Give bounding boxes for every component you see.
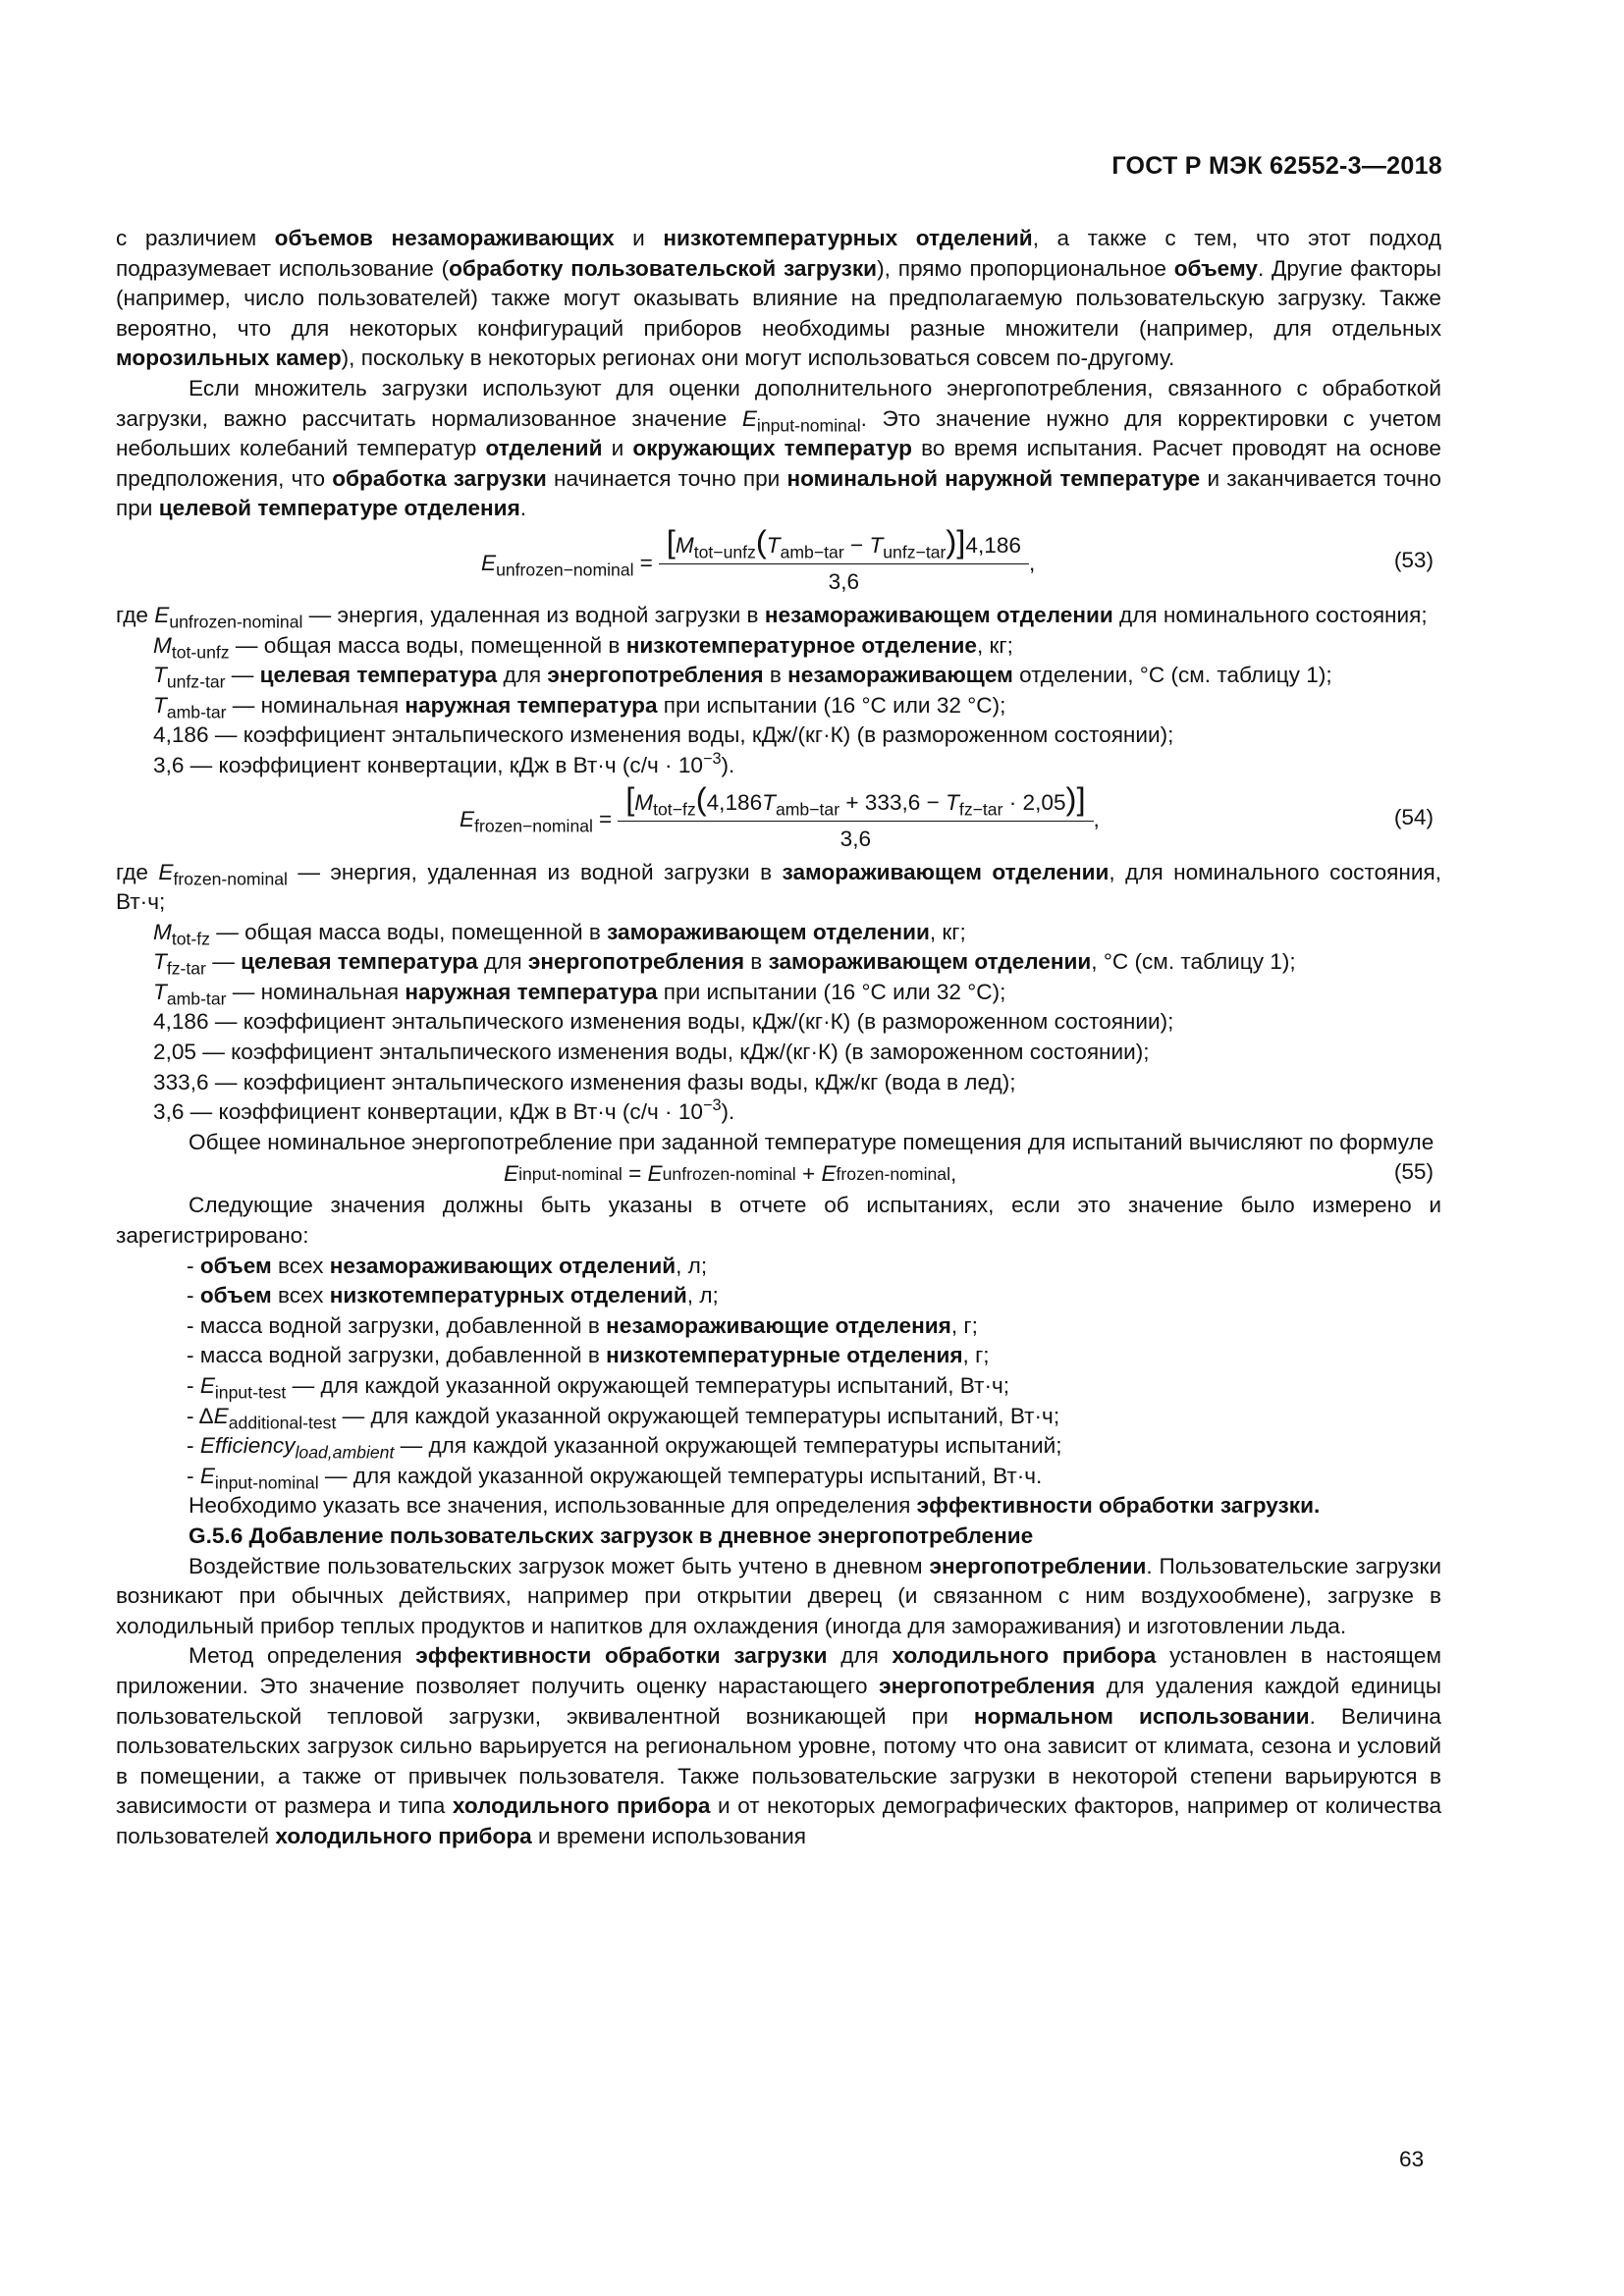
paragraph-1: с различием объемов незамораживающих и низкотемпературных отделений, а также с тем, что этот подход подразумевает использование (обработку пользовательской загрузки), прямо пропорциональное объему. Другие факторы (например, число пользователей) также могут оказывать влияние на предполагаемую пользовательскую загрузку. Также вероятно, что для некоторых конфигураций приборов необходимы разные множители (например, для отдельных морозильных камер), поскольку в некоторых регионах они могут использоваться совсем по-другому. [116,226,1441,371]
list-item: - объем всех низкотемпературных отделений, л; [187,1283,719,1308]
paragraph-7: Метод определения эффективности обработки загрузки для холодильного прибора установлен в настоящем приложении. Это значение позволяет получить оценку нарастающего энергопотребления для удаления каждой единицы пользовательской тепловой загрузки, эквивалентной возникающей при нормальном использовании. Величина пользовательских загрузок сильно варьируется на региональном уровне, потому что она зависит от климата, сезона и условий в помещении, а также от привычек пользователя. Также пользовательские загрузки в некоторой степени варьируются в зависимости от размера и типа холодильного прибора и от некоторых демографических факторов, например от количества пользователей холодильного прибора и времени использования [116,1643,1442,1848]
formula-53: $E_{unfrozen-nominal}$ = $\frac{[M_{tot-unfz}(T_{amb-tar} - T_{unfz-tar})]4,186}{3,6}$ , (53) [116,532,1441,595]
list-item: - объем всех незамораживающих отделений, л; [187,1253,708,1278]
report-list [116,1252,1441,1492]
where-53: где $E_{unfrozen-nominal}$ — энергия, удаленная из водной загрузки в незамораживающем отделении для номинального состояния; $M_{tot-unfz}$ — общая масса воды, помещенной в низкотемпературное отделение, кг; $T_{unfz-tar}$ — целевая температура для энергопотребления в незамораживающем отделении, °С (см. таблицу 1); $T_{amb-tar}$ — номинальная наружная температура при испытании (16 °С или 32 °С); 4,186 — коэффициент энтальпического изменения воды, кДж/(кг·К) (в размороженном состоянии); 3,6 — коэффициент конвертации, кДж в Вт·ч $(с/ч \cdot 10^{-3})$. [116,602,1428,777]
list-item: - $E_{input-nominal}$ — для каждой указанной окружающей температуры испытаний, Вт·ч. [187,1463,1043,1493]
paragraph-3: Общее номинальное энергопотребление при заданной температуре помещения для испытаний вычисляют по формуле [189,1129,1435,1154]
formula-54: $E_{frozen-nominal}$ = $\frac{[M_{tot-fz}(4,186T_{amb-tar} + 333,6 - T_{fz-tar} \cdot 2,05)]}{3,6}$ , (54) [116,789,1441,852]
paragraph-4: Следующие значения должны быть указаны в отчете об испытаниях, если это значение было измерено и зарегистрировано: [116,1193,1441,1249]
paragraph-2: Если множитель загрузки используют для оценки дополнительного энергопотребления, связанного с обработкой загрузки, важно рассчитать нормализованное значение $E_{input-nominal}$. Это значение нужно для корректировки с учетом небольших колебаний температур отделений и окружающих температур во время испытания. Расчет проводят на основе предположения, что обработка загрузки начинается точно при номинальной наружной температуре и заканчивается точно при целевой температуре отделения. [116,375,1441,521]
page-number: 63 [1399,2147,1425,2171]
list-item: - Efficiency$_{load,ambient}$ — для каждой указанной окружающей температуры испытаний; [187,1433,1062,1463]
document-header: ГОСТ Р МЭК 62552-3—2018 [1111,152,1442,180]
formula-55: E input-nominal = E unfrozen-nominal + E frozen-nominal , (55) [504,1159,1434,1187]
formula-54-number: (54) [1393,804,1434,829]
paragraph-6: Воздействие пользовательских загрузок может быть учтено в дневном энергопотреблении. Пользовательские загрузки возникают при обычных действиях, например при открытии дверец (и связанном с ним воздухообмене), загрузке в холодильный прибор теплых продуктов и напитков для охлаждения (иногда для замораживания) и изготовлении льда. [116,1553,1441,1638]
list-item: - $\Delta E_{additional-test}$ — для каждой указанной окружающей температуры испытаний, Вт·ч; [187,1403,1060,1433]
list-item: - масса водной загрузки, добавленной в незамораживающие отделения, г; [187,1312,978,1338]
list-item: - $E_{input-test}$ — для каждой указанной окружающей температуры испытаний, Вт·ч; [187,1373,1010,1403]
formula-55-number: (55) [1393,1159,1434,1185]
list-item: - масса водной загрузки, добавленной в низкотемпературные отделения, г; [187,1343,990,1368]
section-heading: G.5.6 Добавление пользовательских загрузок в дневное энергопотребление [189,1522,1034,1548]
page-content [116,224,1441,1852]
paragraph-5: Необходимо указать все значения, использованные для определения эффективности обработки загрузки. [189,1493,1321,1519]
where-54: где $E_{frozen-nominal}$ — энергия, удаленная из водной загрузки в замораживающем отделении, для номинального состояния, Вт·ч; $M_{tot-fz}$ — общая масса воды, помещенной в замораживающем отделении, кг; $T_{fz-tar}$ — целевая температура для энергопотребления в замораживающем отделении, °С (см. таблицу 1); $T_{amb-tar}$ — номинальная наружная температура при испытании (16 °С или 32 °С); 4,186 — коэффициент энтальпического изменения воды, кДж/(кг·К) (в размороженном состоянии); 2,05 — коэффициент энтальпического изменения воды, кДж/(кг·К) (в замороженном состоянии); 333,6 — коэффициент энтальпического изменения фазы воды, кДж/кг (вода в лед); 3,6 — коэффициент конвертации, кДж в Вт·ч $(с/ч \cdot 10^{-3})$. [116,859,1441,1125]
formula-53-number: (53) [1393,547,1434,572]
